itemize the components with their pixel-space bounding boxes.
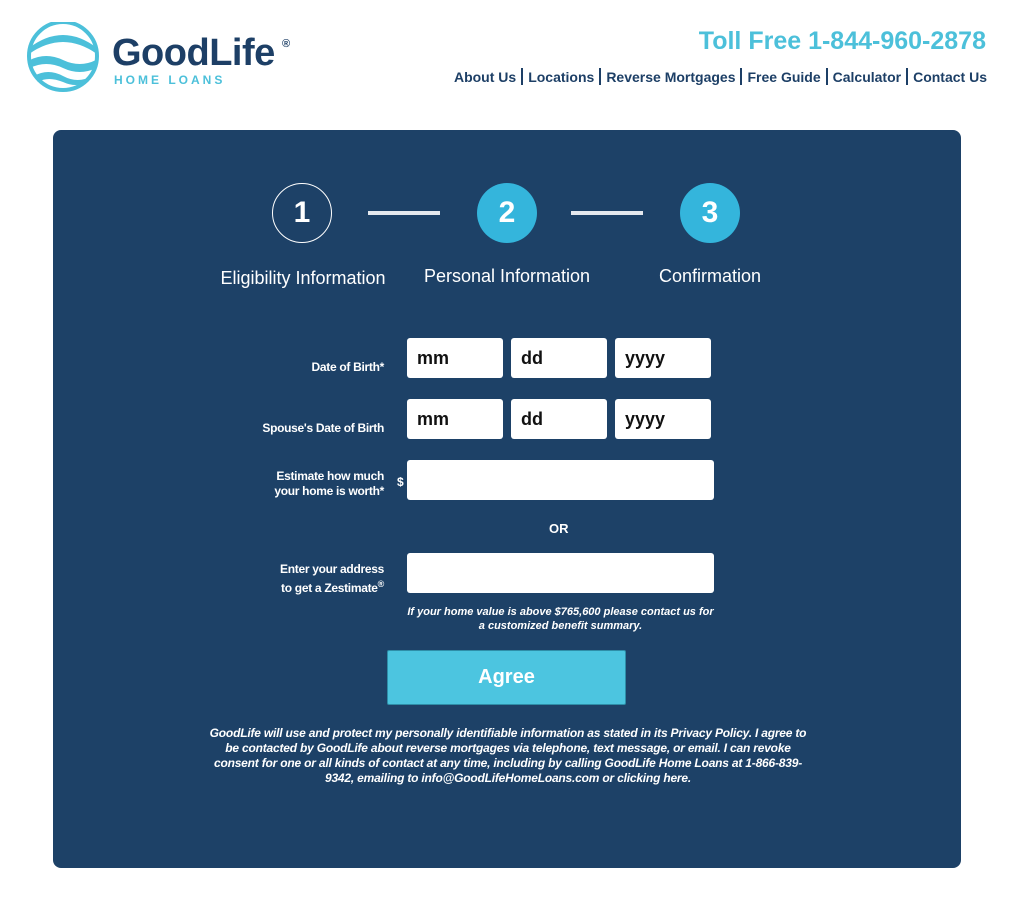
main-nav — [454, 68, 987, 85]
step-connector — [571, 211, 643, 215]
dob-year-input[interactable] — [615, 338, 711, 378]
dob-label: Date of Birth* — [311, 360, 384, 374]
zestimate-registered-mark: ® — [377, 579, 384, 589]
nav-locations[interactable]: Locations — [528, 68, 595, 85]
home-worth-label-line-1: Estimate how much — [276, 469, 384, 483]
address-label-line-1: Enter your address — [280, 562, 384, 576]
spouse-dob-day-input[interactable] — [511, 399, 607, 439]
nav-contact-us[interactable]: Contact Us — [913, 68, 987, 85]
nav-separator — [521, 68, 523, 85]
nav-separator — [826, 68, 828, 85]
nav-reverse-mortgages[interactable]: Reverse Mortgages — [606, 68, 736, 85]
home-value-note: If your home value is above $765,600 please contact us for a customized benefit summary. — [407, 606, 714, 632]
step-1-label: Eligibility Information — [220, 268, 386, 288]
brand-registered-mark: ® — [282, 38, 291, 50]
nav-calculator[interactable]: Calculator — [832, 68, 902, 85]
application-form-panel — [53, 130, 961, 868]
brand-subtitle: HOME LOANS — [114, 73, 226, 87]
address-input[interactable] — [407, 553, 714, 593]
spouse-dob-label: Spouse's Date of Birth — [262, 421, 384, 435]
step-1-circle: 1 — [272, 183, 332, 243]
step-2-label: Personal Information — [423, 266, 591, 286]
dob-month-input[interactable] — [407, 338, 503, 378]
home-worth-label-line-2: your home is worth* — [274, 484, 384, 498]
brand-logo[interactable] — [26, 18, 306, 98]
spouse-dob-year-input[interactable] — [615, 399, 711, 439]
address-label — [280, 562, 384, 596]
nav-separator — [906, 68, 908, 85]
or-divider: OR — [549, 521, 569, 536]
currency-symbol: $ — [397, 475, 404, 489]
nav-separator — [740, 68, 742, 85]
agree-button[interactable]: Agree — [387, 650, 626, 705]
nav-separator — [599, 68, 601, 85]
home-worth-input[interactable] — [407, 460, 714, 500]
brand-name: GoodLife — [112, 32, 275, 74]
step-connector — [368, 211, 440, 215]
home-worth-label — [274, 469, 384, 499]
spouse-dob-month-input[interactable] — [407, 399, 503, 439]
step-3-label: Confirmation — [658, 266, 762, 286]
dob-day-input[interactable] — [511, 338, 607, 378]
nav-about-us[interactable]: About Us — [453, 68, 517, 85]
step-3-circle: 3 — [680, 183, 740, 243]
wave-house-logo-icon — [26, 18, 102, 94]
consent-text: GoodLife will use and protect my personally identifiable information as stated in its Privacy Policy. I agree to be contacted by GoodLife about reverse mortgages via telephone, text message, or email. I can revoke consent for one or all kinds of contact at any time, including by calling GoodLife Home Loans at 1-866-839-9342, emailing to info@GoodLifeHomeLoans.com or clicking here. — [209, 726, 807, 785]
address-label-line-2: to get a Zestimate — [281, 581, 378, 595]
nav-free-guide[interactable]: Free Guide — [747, 68, 821, 85]
step-2-circle: 2 — [477, 183, 537, 243]
toll-free-number[interactable]: Toll Free 1-844-960-2878 — [698, 27, 986, 55]
